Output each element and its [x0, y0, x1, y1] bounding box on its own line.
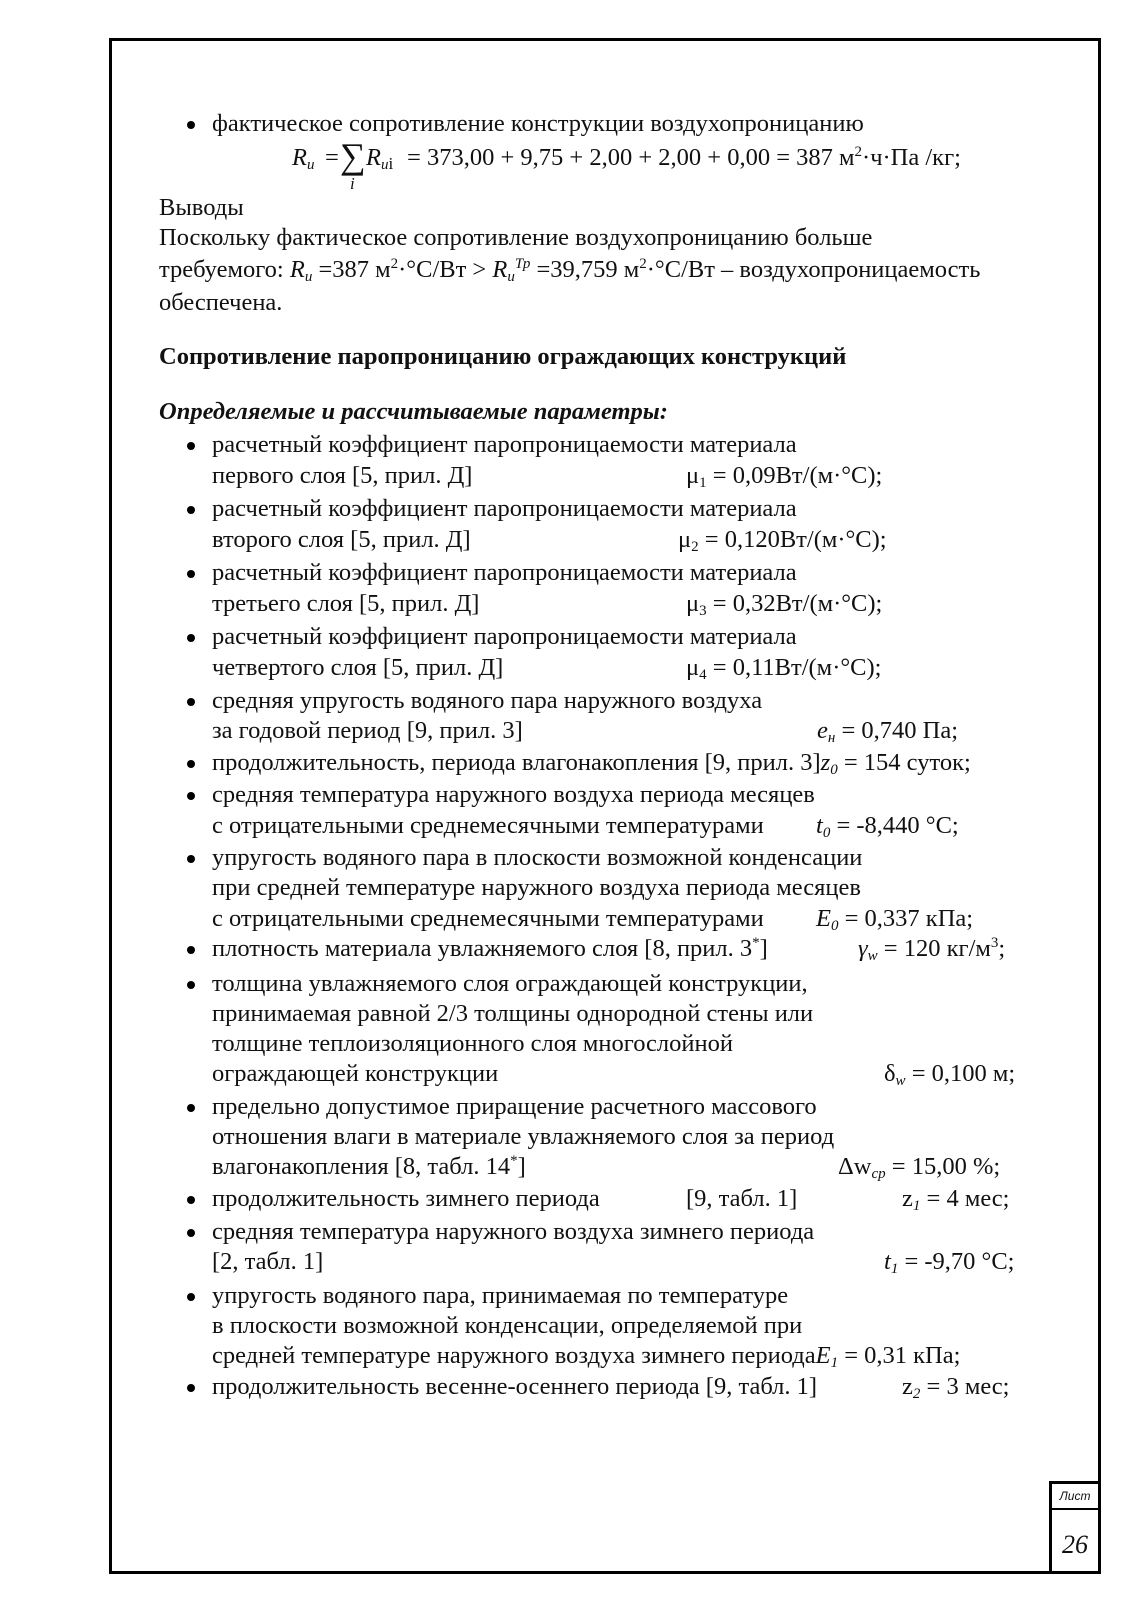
list-item: ограждающей конструкции	[212, 1060, 499, 1087]
bullet	[187, 981, 195, 989]
conclusions-line-1: Поскольку фактическое сопротивление воздухопроницанию больше	[159, 224, 873, 251]
bullet	[187, 760, 195, 768]
bullet	[187, 1196, 195, 1204]
list-item: предельно допустимое приращение расчетного массового	[212, 1093, 817, 1120]
param-value: $\delta_w = 0,100$ м;	[884, 1060, 1016, 1089]
bullet	[187, 442, 195, 450]
list-item: второго слоя [5, прил. Д]	[212, 526, 471, 553]
list-item: первого слоя [5, прил. Д]	[212, 462, 473, 489]
list-item: плотность материала увлажняемого слоя [8, прил. 3*]	[212, 935, 768, 962]
section-title: Сопротивление паропроницанию ограждающих конструкций	[159, 343, 847, 370]
list-item: средняя температура наружного воздуха периода месяцев	[212, 781, 815, 808]
bullet	[187, 1384, 195, 1392]
list-item: средняя температура наружного воздуха зимнего периода	[212, 1218, 815, 1245]
list-item: [9, табл. 1]	[686, 1185, 798, 1212]
param-value: $\mu_1 = 0,09Вт/(м\cdot^\circ С)$;	[686, 462, 883, 491]
bullet	[187, 855, 195, 863]
list-item: с отрицательными среднемесячными температурами	[212, 812, 764, 839]
page-number: 26	[1062, 1530, 1088, 1559]
bullet	[187, 1293, 195, 1301]
conclusions-heading: Выводы	[159, 194, 244, 221]
list-item: отношения влаги в материале увлажняемого слоя за период	[212, 1123, 835, 1150]
bullet	[187, 1104, 195, 1112]
list-item: упругость водяного пара в плоскости возможной конденсации	[212, 844, 863, 871]
param-value: $e_н = 0,740$ Па;	[817, 717, 959, 746]
bullet	[187, 1229, 195, 1237]
sum-symbol-icon: ∑	[340, 136, 366, 176]
param-value: $\mu_2 = 0,120Вт/(м\cdot^\circ С)$;	[678, 526, 887, 555]
param-value: $\gamma_w = 120$ $кг/м^3$;	[858, 935, 1006, 964]
list-item: расчетный коэффициент паропроницаемости материала	[212, 559, 797, 586]
list-item: упругость водяного пара, принимаемая по температуре	[212, 1282, 789, 1309]
bullet	[187, 121, 195, 129]
param-value: $\mu_4 = 0,11Вт/(м\cdot^\circ С)$;	[686, 654, 882, 683]
list-item: средней температуре наружного воздуха зимнего периодаE$_1$ = 0,31 кПа;	[212, 1342, 961, 1371]
bullet	[187, 698, 195, 706]
list-item: третьего слоя [5, прил. Д]	[212, 590, 480, 617]
bullet	[187, 946, 195, 954]
param-value: $t_0 = -8,440$ °С;	[816, 812, 959, 841]
intro-bullet-text: фактическое сопротивление конструкции воздухопроницанию	[212, 110, 864, 137]
bullet	[187, 570, 195, 578]
list-item: расчетный коэффициент паропроницаемости материала	[212, 495, 797, 522]
list-item: средняя упругость водяного пара наружного воздуха	[212, 687, 763, 714]
list-item: за годовой период [9, прил. 3]	[212, 717, 523, 744]
list-item: расчетный коэффициент паропроницаемости материала	[212, 623, 797, 650]
sheet-label: Лист	[1059, 1489, 1091, 1503]
param-value: $\Delta w_{ср} = 15,00$ %;	[838, 1153, 1001, 1182]
list-item: [2, табл. 1]	[212, 1248, 324, 1275]
param-value: $E_0 = 0,337$ кПа;	[816, 905, 974, 934]
list-item: принимаемая равной 2/3 толщины однородной стены или	[212, 1000, 814, 1027]
conclusions-line-3: обеспечена.	[159, 289, 283, 316]
list-item: расчетный коэффициент паропроницаемости материала	[212, 431, 797, 458]
list-item: толщине теплоизоляционного слоя многослойной	[212, 1030, 733, 1057]
list-item: при средней температуре наружного воздуха периода месяцев	[212, 874, 861, 901]
param-value: $\mu_3 = 0,32Вт/(м\cdot^\circ С)$;	[686, 590, 883, 619]
list-item: четвертого слоя [5, прил. Д]	[212, 654, 504, 681]
list-item: в плоскости возможной конденсации, определяемой при	[212, 1312, 803, 1339]
param-value: $z_2 = 3$ мес;	[902, 1373, 1010, 1402]
param-value: $z_1 = 4$ мес;	[902, 1185, 1010, 1214]
stamp-divider	[1049, 1508, 1101, 1510]
param-value: $t_1 = -9,70$ °С;	[884, 1248, 1015, 1277]
list-item: продолжительность, периода влагонакопления [9, прил. $3]z_0 = 154$ суток;	[212, 749, 971, 778]
list-item: продолжительность весенне-осеннего периода [9, табл. 1]	[212, 1373, 818, 1400]
params-title: Определяемые и рассчитываемые параметры:	[159, 398, 668, 425]
conclusions-line-2: требуемого: $R_u =387$ $м^2\cdot^\circ С/Вт > R_u^{Тр} =39,759$ $м^2\cdot^\circ С/Вт$ – воздухопроницаемость	[159, 256, 981, 285]
list-item: влагонакопления [8, табл. 14*]	[212, 1153, 526, 1180]
bullet	[187, 634, 195, 642]
bullet	[187, 792, 195, 800]
list-item: с отрицательными среднемесячными температурами	[212, 905, 764, 932]
bullet	[187, 506, 195, 514]
list-item: продолжительность зимнего периода	[212, 1185, 600, 1212]
list-item: толщина увлажняемого слоя ограждающей конструкции,	[212, 970, 808, 997]
